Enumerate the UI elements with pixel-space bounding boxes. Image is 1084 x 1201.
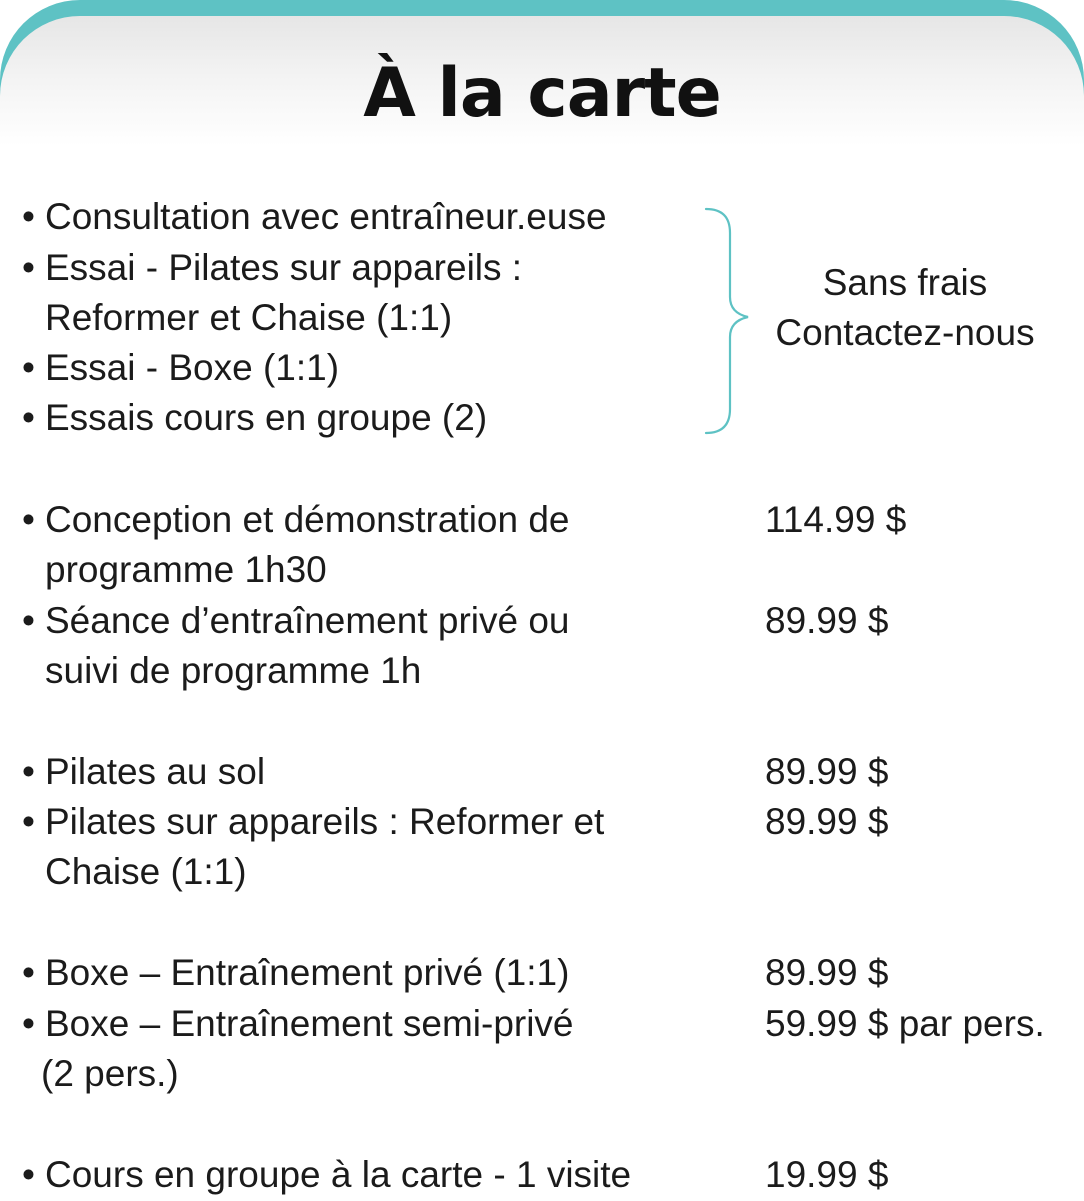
- item-label: Boxe – Entraînement privé (1:1): [45, 952, 570, 993]
- bullet-icon: •: [22, 801, 35, 842]
- page-title: À la carte: [363, 54, 721, 133]
- item-label-continued: suivi de programme 1h: [45, 650, 422, 691]
- bullet-icon: •: [22, 952, 35, 993]
- item-label: Pilates sur appareils : Reformer et: [45, 801, 605, 842]
- price-contact: Contactez-nous: [775, 312, 1035, 353]
- item-label-continued: (2 pers.): [41, 1053, 179, 1094]
- price-label: 89.99 $: [765, 801, 889, 842]
- list-item-group-class: [22, 1150, 631, 1200]
- list-item-boxing-semi-private: [22, 999, 574, 1049]
- item-label: Pilates au sol: [45, 751, 266, 792]
- item-label: Séance d’entraînement privé ou: [45, 600, 570, 641]
- bullet-icon: •: [22, 499, 35, 540]
- item-label: Conception et démonstration de: [45, 499, 570, 540]
- item-label: Cours en groupe à la carte - 1 visite: [45, 1154, 632, 1195]
- list-item-apparatus-pilates: [22, 797, 604, 847]
- price-label: 89.99 $: [765, 952, 889, 993]
- price-label: 89.99 $: [765, 751, 889, 792]
- list-item-program-design: [22, 495, 570, 545]
- bullet-icon: •: [22, 397, 35, 438]
- list-item-group-trials: [22, 393, 487, 443]
- price-label: 59.99 $ par pers.: [765, 1003, 1045, 1044]
- bullet-icon: •: [22, 247, 35, 288]
- bullet-icon: •: [22, 196, 35, 237]
- item-label-continued: Reformer et Chaise (1:1): [45, 297, 453, 338]
- price-label: 19.99 $: [765, 1154, 889, 1195]
- item-label: Consultation avec entraîneur.euse: [45, 196, 607, 237]
- item-label-continued: Chaise (1:1): [45, 851, 247, 892]
- list-item-consultation: [22, 192, 607, 242]
- item-label: Essai - Boxe (1:1): [45, 347, 340, 388]
- item-label-continued: programme 1h30: [45, 549, 327, 590]
- price-label: 89.99 $: [765, 600, 889, 641]
- list-item-pilates-trial: [22, 243, 522, 293]
- bullet-icon: •: [22, 600, 35, 641]
- price-free: Sans frais: [822, 262, 988, 303]
- list-item-mat-pilates: [22, 747, 265, 797]
- price-label: 114.99 $: [765, 499, 907, 540]
- item-label: Boxe – Entraînement semi-privé: [45, 1003, 574, 1044]
- item-label: Essais cours en groupe (2): [45, 397, 488, 438]
- bullet-icon: •: [22, 347, 35, 388]
- bullet-icon: •: [22, 1154, 35, 1195]
- bullet-icon: •: [22, 1003, 35, 1044]
- bullet-icon: •: [22, 751, 35, 792]
- list-item-boxing-private: [22, 948, 569, 998]
- list-item-private-session: [22, 596, 570, 646]
- item-label: Essai - Pilates sur appareils :: [45, 247, 523, 288]
- list-item-boxing-trial: [22, 343, 339, 393]
